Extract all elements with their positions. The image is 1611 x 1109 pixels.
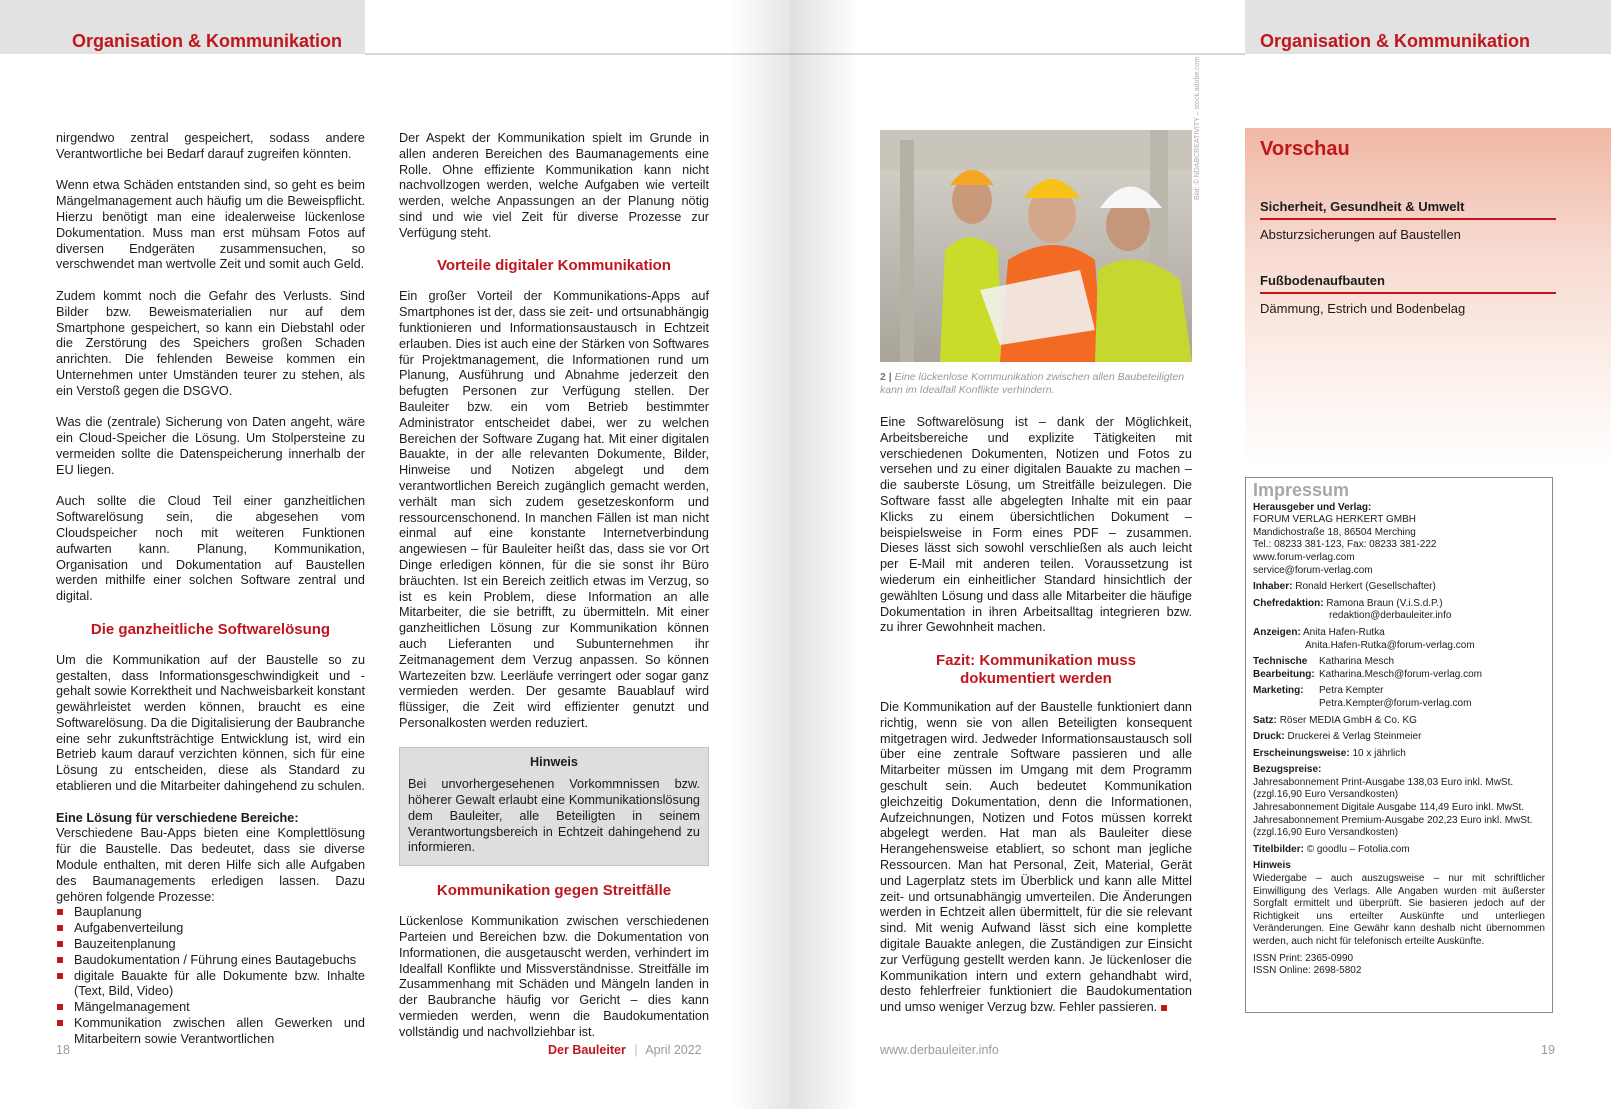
imprint-ads: Anzeigen: Anita Hafen-Rutka Anita.Hafen-Rutka@forum-verlag.com — [1253, 626, 1475, 651]
paragraph: Verschiedene Bau-Apps bieten eine Komplettlösung für die Baustelle. Das bedeutet, dass sie diverse Module enthalten, mit deren Hilfe sich alle Aufgaben des Baumanagements erledigen lassen. Dazu gehören folgende Prozesse: — [56, 826, 365, 904]
page-number: 19 — [1541, 1043, 1555, 1057]
hint-text: Bei unvorhergesehenen Vorkommnissen bzw. höherer Gewalt erlaubt eine Kommunikationslösung dem Bauleiter, alle Beteiligten in seinem Verantwortungsbereich in Echtzeit dahingehend zu informieren. — [408, 777, 700, 855]
magazine-name: Der Bauleiter — [548, 1043, 626, 1057]
paragraph: Lückenlose Kommunikation zwischen verschiedenen Parteien und Bereichen bzw. die Dokumentation von Informationen, die ausgetauscht werden, verhindert im Idealfall Konflikte und Missverständnisse. Streitfälle im Zusammenhang mit Schäden und Mängeln landen in der Baubranche häufig vor Gericht – dies kann vermieden werden, wenn die Baudokumentation vollständig und nachvollziehbar ist. — [399, 914, 709, 1039]
header-rule — [365, 53, 790, 55]
section-title: Organisation & Kommunikation — [1260, 31, 1531, 51]
bullet-icon — [57, 1020, 63, 1026]
imprint-prices: Bezugspreise: Jahresabonnement Print-Ausgabe 138,03 Euro inkl. MwSt. (zzgl.16,90 Euro Versandkosten) Jahresabonnement Digitale Ausgabe 114,49 Euro inkl. MwSt. Jahresabonnement Premium-Ausgabe 202,23 Euro inkl. MwSt. (zzgl.16,90 Euro Versandkosten) — [1253, 764, 1533, 839]
section-heading: Vorteile digitaler Kommunikation — [437, 257, 671, 275]
bullet-icon — [57, 957, 63, 963]
preview-item-text: Absturzsicherungen auf Baustellen — [1260, 227, 1461, 242]
photo-caption — [880, 371, 1192, 397]
paragraph: Auch sollte die Cloud Teil einer ganzheitlichen Softwarelösung sein, die abgesehen vom Cloudspeicher noch mit weiteren Funktionen aufwarten kann. Planung, Kommunikation, Organisation und Dokumentation auf Baustellen werden mithilfe einer solchen Software zentral und digital. — [56, 494, 365, 604]
heading-line-1: Fazit: Kommunikation muss — [935, 651, 1137, 669]
column-2 — [399, 131, 709, 1056]
bullet-icon — [57, 1004, 63, 1010]
right-page — [790, 0, 1611, 1109]
bullet-icon — [57, 909, 63, 915]
header-rule — [790, 53, 1245, 55]
section-title: Organisation & Kommunikation — [72, 31, 343, 51]
footer-magazine-info — [548, 1043, 702, 1057]
paragraph: Die Kommunikation auf der Baustelle funktioniert dann richtig, wenn sie von allen Beteiligten konsequent mitgetragen wird. Jedweder Informationsaustausch soll über eine zentrale Software passieren und alle Mitarbeiter müssen im Umgang mit dem Programm geschult sein. Auch bedeutet Kommunikation gleichzeitig Dokumentation, denn die Informationen, Aufzeichnungen, Notizen und Fotos müssen korrekt abgelegt werden. Hat man als Bauleiter diese Herangehensweise etabliert, so schont man jegliche Ressourcen. Man hat Personal, Zeit, Material, Gerät und Lagerplatz stets im Überblick und kann alle Mittel zeit- und ortsunabhängig umverteilen. Die Änderungen werden in Echtzeit allen übermittelt, für die sie relevant sind. Mit wenig Aufwand lässt sich eine komplette digitale Bauakte anlegen, die Zuständigen zur Einsicht zur Verfügung gestellt werden kann. Je lückenloser die Kommunikation intern und extern gehandhabt wird, desto fehlerfreier funktioniert die Baudokumentation und umso weniger Verzug bzw. Fehler passieren. — [880, 699, 1192, 1015]
list-item: Kommunikation zwischen allen Gewerken und Mitarbeitern sowie Verantwortlichen — [56, 1016, 365, 1048]
preview-item-heading: Fußbodenaufbauten — [1260, 273, 1556, 294]
photo-credit: Bild: © NDABCREATIVITY – stock.adobe.com — [1194, 56, 1201, 200]
imprint-publisher: Herausgeber und Verlag: FORUM VERLAG HERKERT GMBH Mandichostraße 18, 86504 Merching Tel.: 08233 381-123, Fax: 08233 381-222 www.forum-verlag.com service@forum-verlag.com — [1253, 501, 1437, 576]
paragraph: nirgendwo zentral gespeichert, sodass andere Verantwortliche bei Bedarf darauf zugreifen könnten. — [56, 131, 365, 161]
bullet-icon — [57, 941, 63, 947]
list-item: Bauplanung — [56, 905, 365, 921]
section-heading — [880, 652, 1192, 688]
heading-line-2: dokumentiert werden — [960, 669, 1112, 687]
paragraph: Wenn etwa Schäden entstanden sind, so geht es beim Mängelmanagement auch häufig um die Beweispflicht. Hierzu benötigt man eine idealerweise lückenlose Dokumentation. Muss man erst mühsam Fotos auf diversen Endgeräten zusammensuchen, so verschwendet man wertvolle Zeit und somit auch Geld. — [56, 178, 365, 272]
process-list — [56, 905, 365, 1047]
footer-separator: | — [634, 1043, 638, 1057]
imprint-note: Hinweis Wiedergabe – auch auszugsweise – nur mit schriftlicher Einwilligung des Verlags. Alle Angaben wurden mit äußerster Sorgfalt ermittelt und überprüft. Sie basieren jedoch auf der Richtigkeit uns erteilter Auskünfte und unterliegen Veränderungen. Eine Gewähr kann deshalb nicht übernommen werden, auch nicht für telefonisch erteilte Auskünfte. — [1253, 860, 1545, 947]
paragraph: Zudem kommt noch die Gefahr des Verlusts. Sind Bilder bzw. Beweismaterialien nur auf dem Smartphone gespeichert, so kann ein Diebstahl oder die Zerstörung des Speichers großen Schaden anrichten. Die fehlenden Beweise kommen ein Unternehmen unter Umständen teurer zu stehen, als ein Verstoß gegen die DSGVO. — [56, 288, 365, 398]
imprint-druck: Druck: Druckerei & Verlag Steinmeier — [1253, 731, 1422, 743]
subheading: Eine Lösung für verschiedene Bereiche: — [56, 810, 299, 825]
imprint-box — [1245, 477, 1553, 1013]
imprint-owner: Inhaber: Ronald Herkert (Gesellschafter) — [1253, 581, 1436, 593]
list-item: Baudokumentation / Führung eines Bautagebuchs — [56, 953, 365, 969]
paragraph: Was die (zentrale) Sicherung von Daten angeht, wäre ein Cloud-Speicher die Lösung. Um Stolpersteine zu vermeiden sollte die Datenspeicherung innerhalb der EU liegen. — [56, 415, 365, 477]
list-item: Bauzeitenplanung — [56, 937, 365, 953]
paragraph: Der Aspekt der Kommunikation spielt im Grunde in allen anderen Bereichen des Baumanagements eine Rolle. Ohne effiziente Kommunikation kann nicht nachvollzogen werden, welche Aufgaben wie verteilt werden, welche Anpassungen an der Planung nötig sind und wie viel Zeit für diverse Prozesse zur Verfügung steht. — [399, 131, 709, 240]
list-item: Mängelmanagement — [56, 1000, 365, 1016]
caption-number: 2 | — [880, 371, 892, 383]
caption-text: Eine lückenlose Kommunikation zwischen allen Baubeteiligten kann im Idealfall Konflikte verhindern. — [880, 371, 1185, 396]
page-number: 18 — [56, 1043, 70, 1057]
construction-workers-photo — [880, 130, 1192, 362]
imprint-technical: Technische Katharina Mesch Bearbeitung: Katharina.Mesch@forum-verlag.com — [1253, 656, 1482, 680]
end-mark-icon — [1161, 1005, 1167, 1011]
imprint-editor: Chefredaktion: Ramona Braun (V.i.S.d.P.) redaktion@derbauleiter.info — [1253, 597, 1452, 622]
preview-box — [1245, 128, 1611, 468]
bullet-icon — [57, 973, 63, 979]
section-heading: Kommunikation gegen Streitfälle — [436, 882, 672, 900]
left-page — [0, 0, 790, 1109]
paragraph: Um die Kommunikation auf der Baustelle so zu gestalten, dass Informationsgeschwindigkeit und -gehalt sowie Korrektheit und Nachweisbarkeit konstant gewährleistet werden können, braucht es eine Softwarelösung. Da die Digitalisierung der Baubranche eine sehr zukunftsträchtige Entwicklung ist, wird ein Betrieb kaum darauf verzichten können, sich für eine Lösung zu entscheiden, diese als Standard zu etablieren und die Mitarbeiter dahingehend zu schulen. — [56, 652, 365, 794]
paragraph: Ein großer Vorteil der Kommunikations-Apps auf Smartphones ist der, dass sie zeit- und ortsunabhängig funktionieren und Informationsaustausch in Echtzeit erlauben. Dies ist auch eine der Stärken von Softwares für Projektmanagement, die Informationen rund um Planung, Ausführung und Abnahme jederzeit den befugten Personen zur Verfügung stellen. Der Bauleiter bzw. ein vom Betrieb bestimmter Administrator entscheidet dabei, wer zu welchen Bereichen der Software Zugang hat. Mit einer digitalen Bauakte, in der alle relevanten Dokumente, Bilder, Hinweise und Notizen abgelegt und dem verantwortlichen Bereich zugänglich gemacht werden, verhält man sich zudem gesetzeskonform und ressourcenschonend. In manchen Fällen ist man nicht einmal auf eine konstante Internetverbindung angewiesen – für Bauleiter heißt das, dass sie vor Ort Dinge erledigen können, für die sie sonst ihr Büro bräuchten. Ist ein Bereich zeitlich etwas im Verzug, so ist es kein Problem, diese Information an alle Mitarbeiter, die sie betrifft, zu übermitteln. Mit einer ganzheitlichen Lösung zur Kommunikation können auch Lieferanten und Subunternehmen ihr Zeitmanagement dem Verzug anpassen. So können Wartezeiten bzw. Leerläufe verringert oder sogar ganz vermieden werden. Der gesamte Bauablauf wird flüssiger, die Zeit wird effizienter genutzt und Personalkosten werden reduziert. — [399, 289, 709, 730]
preview-item-text: Dämmung, Estrich und Bodenbelag — [1260, 301, 1466, 316]
list-item: digitale Bauakte für alle Dokumente bzw. Inhalte (Text, Bild, Video) — [56, 969, 365, 1001]
bullet-icon — [57, 925, 63, 931]
preview-title: Vorschau — [1260, 138, 1350, 160]
imprint-issn: ISSN Print: 2365-0990 ISSN Online: 2698-5802 — [1253, 952, 1362, 977]
page-gutter-shadow — [730, 0, 790, 1109]
column-1 — [56, 131, 365, 1048]
issue-date: April 2022 — [645, 1043, 702, 1057]
preview-item-heading: Sicherheit, Gesundheit & Umwelt — [1260, 199, 1556, 220]
imprint-satz: Satz: Röser MEDIA GmbH & Co. KG — [1253, 714, 1417, 726]
imprint-cover-images: Titelbilder: © goodlu – Fotolia.com — [1253, 843, 1410, 855]
imprint-marketing: Marketing: Petra Kempter Petra.Kempter@forum-verlag.com — [1253, 685, 1472, 709]
imprint-title: Impressum — [1253, 480, 1350, 500]
paragraph: Eine Softwarelösung ist – dank der Möglichkeit, Arbeitsbereiche und explizite Tätigkeiten mit verschiedenen Dokumenten, Notizen und Fotos zu versehen und zu einer digitalen Bauakte zu machen – die sauberste Lösung, um Streitfälle beizulegen. Die Software fasst alle abgelegten Inhalte mit ein paar Klicks zu einem übersichtlichen Dokument – beispielsweise in Form eines PDF – zusammen. Dieses lässt sich sowohl verschließen als auch leicht per E-Mail mit anderen teilen. Voraussetzung ist wiederum ein einheitlicher Standard hinsichtlich der gewählten Lösung und dass alle Mitarbeiter die häufige Dokumentation in ihren Arbeitsalltag integrieren bzw. zu ihrer Gewohnheit machen. — [880, 415, 1192, 635]
right-column — [880, 415, 1192, 1032]
page-gutter-shadow — [790, 0, 860, 1109]
section-heading: Die ganzheitliche Softwarelösung — [90, 620, 331, 638]
footer-url: www.derbauleiter.info — [880, 1043, 999, 1057]
list-item: Aufgabenverteilung — [56, 921, 365, 937]
hint-box — [399, 747, 709, 866]
photo-illustration — [880, 130, 1192, 362]
hint-title: Hinweis — [530, 755, 578, 770]
imprint-frequency: Erscheinungsweise: 10 x jährlich — [1253, 747, 1406, 759]
